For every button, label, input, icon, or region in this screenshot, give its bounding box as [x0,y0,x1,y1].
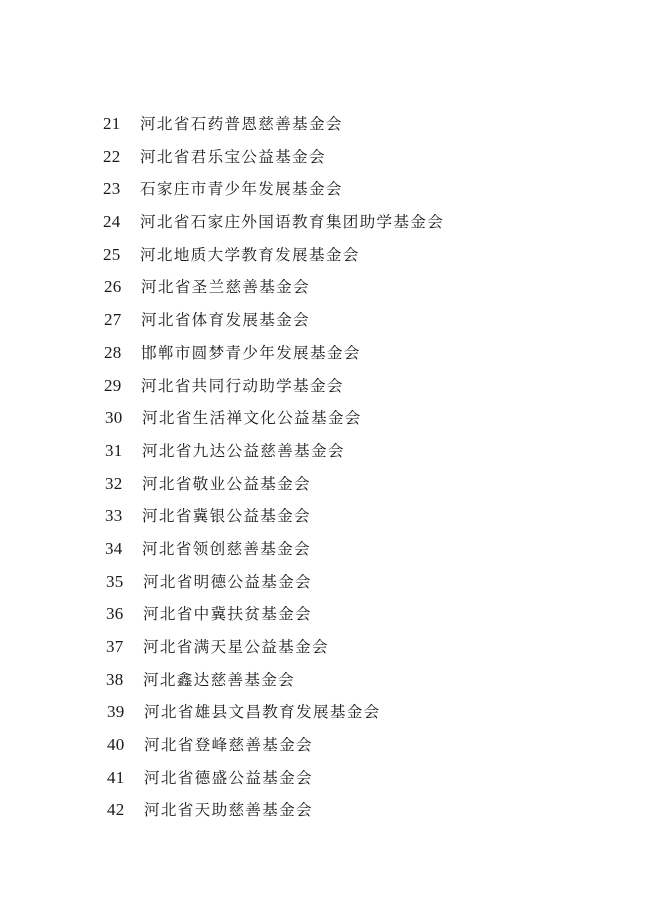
item-number: 36 [106,604,124,624]
foundation-name: 石家庄市青少年发展基金会 [140,180,343,199]
list-item [0,435,660,468]
foundation-name: 河北省冀银公益基金会 [142,507,311,526]
list-item [0,500,660,533]
item-number: 32 [105,473,123,493]
item-number: 23 [103,179,121,199]
foundation-name: 河北省石药普恩慈善基金会 [140,115,343,133]
foundation-name: 河北省生活禅文化公益基金会 [142,409,362,428]
foundation-name: 河北省领创慈善基金会 [142,539,311,558]
list-item [0,598,660,631]
item-number: 35 [106,571,124,591]
list-item [0,631,660,664]
list-item [0,239,660,272]
list-item [0,370,660,403]
item-number: 26 [104,277,122,297]
item-number: 33 [105,506,123,526]
list-item [0,762,660,795]
item-number: 30 [105,408,123,428]
item-number: 38 [106,669,124,689]
list-item [0,696,660,729]
item-number: 27 [104,310,122,330]
list-item [0,304,660,337]
item-number: 42 [107,800,125,820]
list-item [0,206,660,239]
foundation-name: 河北省明德公益基金会 [143,572,312,591]
item-number: 41 [107,767,125,787]
foundation-name: 河北地质大学教育发展基金会 [140,245,360,264]
list-item [0,173,660,206]
list-item [0,468,660,501]
list-item [0,402,660,435]
item-number: 29 [104,375,122,395]
foundation-name: 河北省体育发展基金会 [141,311,310,330]
item-number: 25 [103,244,121,264]
foundation-name: 河北省圣兰慈善基金会 [141,278,310,297]
foundation-name: 河北鑫达慈善基金会 [143,670,296,689]
list-item [0,794,660,827]
list-item [0,141,660,174]
foundation-list [0,108,660,827]
item-number: 34 [105,538,123,558]
list-item [0,664,660,697]
list-item [0,337,660,370]
list-item [0,533,660,566]
foundation-name: 河北省登峰慈善基金会 [144,736,313,755]
foundation-name: 河北省雄县文昌教育发展基金会 [144,703,381,722]
foundation-name: 邯郸市圆梦青少年发展基金会 [141,343,361,362]
item-number: 37 [106,637,124,656]
item-number: 31 [105,440,123,460]
foundation-name: 河北省共同行动助学基金会 [141,376,344,395]
item-number: 24 [103,212,121,232]
foundation-name: 河北省君乐宝公益基金会 [140,147,326,166]
item-number: 40 [107,735,125,755]
foundation-name: 河北省中冀扶贫基金会 [143,605,312,624]
foundation-name: 河北省满天星公益基金会 [143,638,329,656]
list-item [0,729,660,762]
foundation-name: 河北省天助慈善基金会 [144,801,313,820]
foundation-name: 河北省九达公益慈善基金会 [142,441,345,460]
foundation-name: 河北省石家庄外国语教育集团助学基金会 [140,213,445,232]
list-item [0,108,660,141]
item-number: 39 [107,702,125,722]
item-number: 28 [104,342,122,362]
item-number: 21 [103,114,121,133]
item-number: 22 [103,146,121,166]
list-item [0,566,660,599]
list-item [0,271,660,304]
foundation-name: 河北省敬业公益基金会 [142,474,311,493]
foundation-name: 河北省德盛公益基金会 [144,768,313,787]
